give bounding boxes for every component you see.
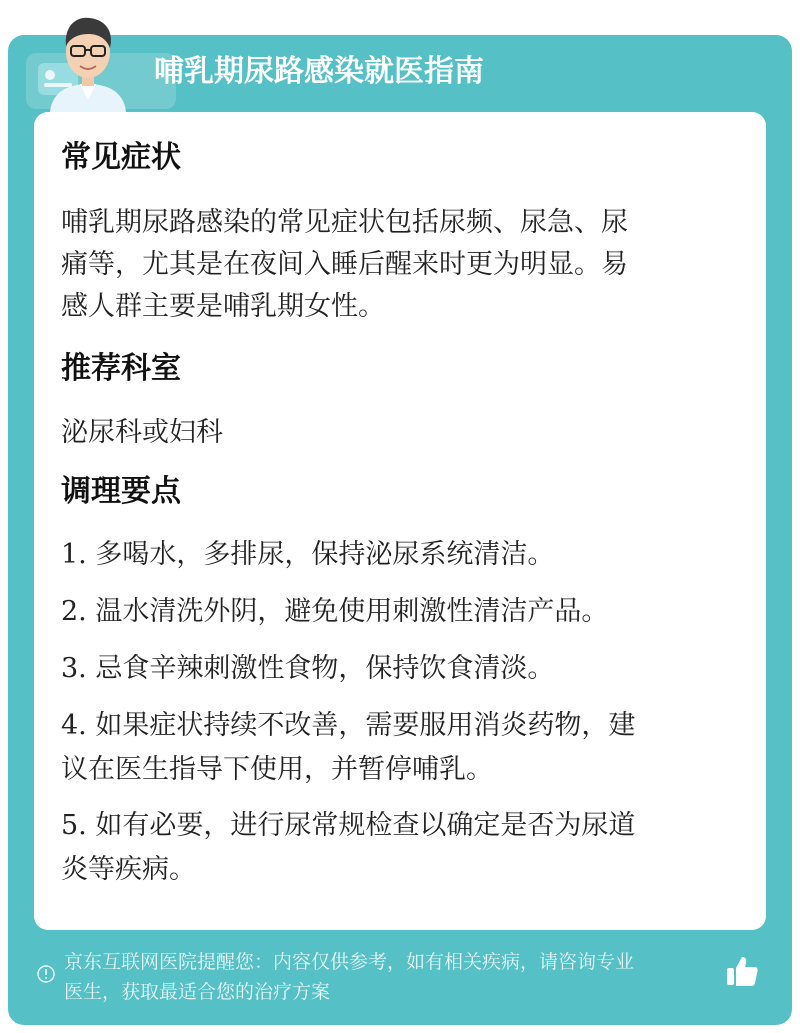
care-item-number: 2. bbox=[61, 596, 87, 627]
care-item-number: 4. bbox=[61, 710, 87, 741]
page-title: 哺乳期尿路感染就医指南 bbox=[154, 54, 484, 89]
disclaimer-footer bbox=[0, 945, 800, 1025]
care-item-text: 忌食辛辣刺激性食物，保持饮食清淡。 bbox=[95, 653, 555, 684]
care-item-number: 1. bbox=[61, 539, 87, 570]
care-item-2 bbox=[61, 591, 741, 633]
disclaimer-line-1: 京东互联网医院提醒您：内容仅供参考，如有相关疾病，请咨询专业 bbox=[64, 951, 635, 973]
symptoms-line-3: 感人群主要是哺乳期女性。 bbox=[61, 291, 385, 322]
care-item-5 bbox=[61, 805, 741, 847]
care-item-number: 3. bbox=[61, 653, 87, 684]
care-item-number: 5. bbox=[61, 810, 87, 841]
care-item-4 bbox=[61, 705, 741, 747]
care-item-3 bbox=[61, 648, 741, 690]
symptoms-line-1: 哺乳期尿路感染的常见症状包括尿频、尿急、尿 bbox=[61, 207, 628, 238]
disclaimer-text bbox=[64, 947, 728, 1007]
care-item-4-cont: 议在医生指导下使用，并暂停哺乳。 bbox=[61, 754, 493, 785]
care-item-1 bbox=[61, 534, 741, 576]
department-title: 推荐科室 bbox=[61, 351, 181, 386]
care-item-text: 多喝水，多排尿，保持泌尿系统清洁。 bbox=[95, 539, 555, 570]
care-item-5-cont: 炎等疾病。 bbox=[61, 854, 196, 885]
care-item-text: 如果症状持续不改善，需要服用消炎药物，建 bbox=[95, 710, 636, 741]
care-title: 调理要点 bbox=[61, 474, 181, 509]
symptoms-title: 常见症状 bbox=[61, 140, 181, 175]
content-card bbox=[34, 112, 766, 930]
department-text: 泌尿科或妇科 bbox=[61, 417, 223, 448]
thumbs-up-icon[interactable] bbox=[724, 953, 760, 989]
doctor-avatar bbox=[40, 8, 136, 112]
symptoms-line-2: 痛等，尤其是在夜间入睡后醒来时更为明显。易 bbox=[61, 249, 628, 280]
disclaimer-line-2: 医生，获取最适合您的治疗方案 bbox=[64, 981, 331, 1003]
care-item-text: 温水清洗外阴，避免使用刺激性清洁产品。 bbox=[95, 596, 609, 627]
care-item-text: 如有必要，进行尿常规检查以确定是否为尿道 bbox=[95, 810, 636, 841]
info-icon bbox=[37, 965, 55, 983]
